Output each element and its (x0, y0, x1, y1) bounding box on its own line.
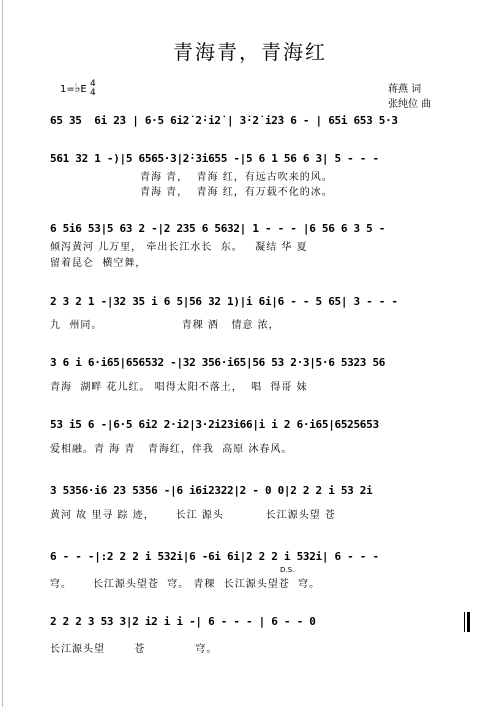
key-letter: E (80, 84, 87, 95)
system-2-notes: 561 32 1 -)|5 6565·3|2̇·3i655 -|5 6 1 56 6 3| 5 - - - (50, 152, 379, 165)
final-barline-thin (464, 612, 465, 632)
lyricist-credit: 蒋燕 词 (388, 84, 422, 95)
system-4-notes: 2 3 2 1 -|32 35 i 6 5|56 32 1)|i 6i|6 - - 5 65| 3 - - - (50, 295, 398, 308)
system-7-lyrics-1: 黄河 故 里寻 踪 迹， 长江 源头 长江源头望 苍 (50, 510, 336, 521)
system-5-notes: 3 6 i 6·i65|656532 -|32 356·i65|56 53 2·3|5·6 5323 56 (50, 356, 386, 369)
system-3-lyrics-1: 倾泻黄河 儿万里， 牵出长江水长 东。 凝结 华 夏 (50, 242, 308, 253)
system-5-lyrics-1: 青海 湖畔 花儿红。 唱得太阳不落土， 唱 得哥 妹 (50, 382, 308, 393)
page-edge (2, 0, 3, 707)
system-2-lyrics-1: 青海 青， 青海 红，有远古吹来的风。 (140, 172, 333, 183)
system-7-notes: 3 5356·i6 23 5356 -|6 i6i2322|2 - 0 0|2 2 2 i 53 2i (50, 484, 373, 497)
flat-sign: ♭ (74, 81, 81, 95)
system-6-notes: 53 i5 6 -|6·5 6i2 2·i2|3·2i23i66|i i 2 6·i65|6525653 (50, 418, 379, 431)
system-4-lyrics-1: 九 州同。 青稞 酒 情意 浓， (50, 320, 280, 331)
song-title: 青海青，青海红 (173, 40, 327, 64)
system-9-notes: 2 2 2 3 53 3|2 i2 i i -| 6 - - - | 6 - - 0 (50, 615, 316, 628)
system-8-notes: 6 - - -|:2 2 2 i 532i|6 -6i 6i|2 2 2 i 532i| 6 - - - (50, 550, 379, 563)
system-6-lyrics-1: 爱相融。青 海 青 青海红，伴我 高原 沐春风。 (50, 444, 293, 455)
key-prefix: 1= (60, 84, 75, 95)
key-signature (60, 80, 96, 98)
system-1-notes: 65 35 6i 2̇3 | 6·5 6i2̇ 2̇·i2̇ | 3̇·2̇ i2̇3 6 - | 65i 653 5·3 (50, 114, 398, 127)
system-3-notes: 6 5i6 53|5 63 2 -|2 235 6 5632| 1 - - - |6 56 6 3 5 - (50, 222, 386, 235)
time-signature (90, 80, 96, 98)
composer-credit: 张纯位 曲 (388, 99, 432, 110)
meter-top: 4 (89, 79, 96, 89)
meter-bottom: 4 (89, 88, 96, 98)
system-2-lyrics-2: 青海 青， 青海 红，有万载不化的冰。 (140, 187, 333, 198)
final-barline-thick (467, 612, 470, 632)
ds-mark: D.S. (280, 566, 295, 574)
system-3-lyrics-2: 留着昆仑 横空舞， (50, 258, 147, 269)
system-9-lyrics-1: 长江源头望 苍 穹。 (50, 644, 218, 655)
system-8-lyrics-1: 穹。 长江源头望苍 穹。 青稞 长江源头望苍 穹。 (50, 579, 321, 590)
